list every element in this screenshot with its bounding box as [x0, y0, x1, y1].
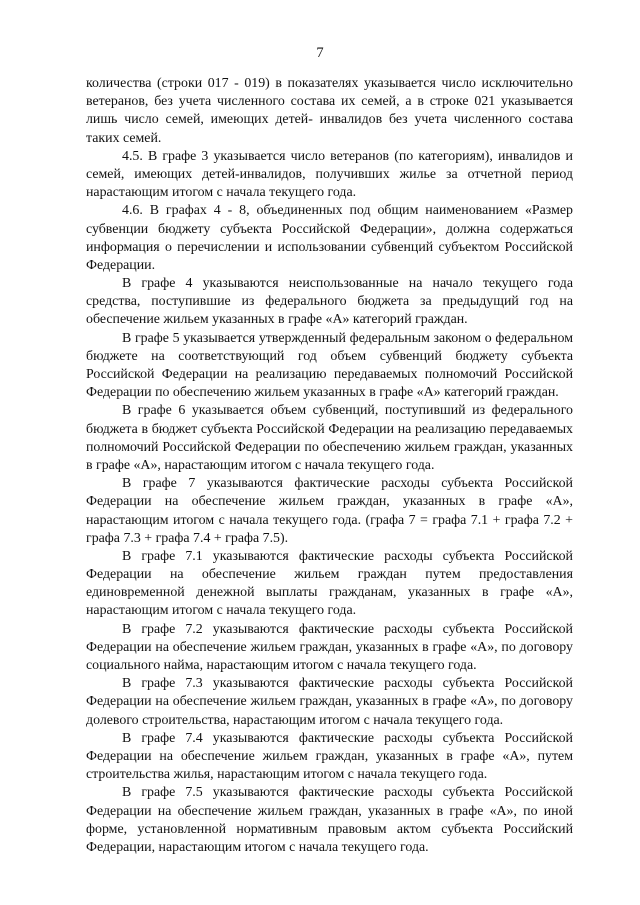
paragraph-column-7-3: В графе 7.3 указываются фактические расходы субъекта Российской Федерации на обеспечение жильем граждан, указанных в графе «А», по договору долевого строительства, нарастающим итогом с начала текущего года.	[86, 676, 573, 728]
paragraph-4-6: 4.6. В графах 4 - 8, объединенных под общим наименованием «Размер субвенции бюджету субъекта Российской Федерации», должна содержаться информация о перечислении и использовании субвенций субъектом Российской Федерации.	[86, 203, 573, 273]
paragraph-continuation: количества (строки 017 - 019) в показателях указывается число исключительно ветеранов, без учета численного состава их семей, а в строке 021 указывается лишь число семей, имеющих детей- инвалидов без учета численного состава таких семей.	[86, 76, 573, 146]
paragraph-column-7: В графе 7 указываются фактические расходы субъекта Российской Федерации на обеспечение жильем граждан, указанных в графе «А», нарастающим итогом с начала текущего года. (графа 7 = графа 7.1 + графа 7.2 + графа 7.3 + графа 7.4 + графа 7.5).	[86, 476, 573, 546]
document-body	[86, 75, 573, 857]
paragraph-column-7-4: В графе 7.4 указываются фактические расходы субъекта Российской Федерации на обеспечение жильем граждан, указанных в графе «А», путем строительства жилья, нарастающим итогом с начала текущего года.	[86, 730, 573, 783]
paragraph-column-5: В графе 5 указывается утвержденный федеральным законом о федеральном бюджете на соответствующий год объем субвенций бюджету субъекта Российской Федерации на реализацию передаваемых полномочий Российской Федерации по обеспечению жильем указанных в графе «А» категорий граждан.	[86, 330, 573, 401]
paragraph-column-7-5: В графе 7.5 указываются фактические расходы субъекта Российской Федерации на обеспечение жильем граждан, указанных в графе «А», по иной форме, установленной нормативным правовым актом субъекта Российский Федерации, нарастающим итогом с начала текущего года.	[86, 785, 573, 855]
paragraph-column-6: В графе 6 указывается объем субвенций, поступивший из федерального бюджета в бюджет субъекта Российской Федерации на реализацию передаваемых полномочий Российской Федерации по обеспечению жильем граждан, указанных в графе «А», нарастающим итогом с начала текущего года.	[86, 403, 573, 473]
paragraph-column-7-2: В графе 7.2 указываются фактические расходы субъекта Российской Федерации на обеспечение жильем граждан, указанных в графе «А», по договору социального найма, нарастающим итогом с начала текущего года.	[86, 621, 573, 673]
paragraph-column-7-1: В графе 7.1 указываются фактические расходы субъекта Российской Федерации на обеспечение жильем граждан путем предоставления единовременной денежной выплаты гражданам, указанных в графе «А», нарастающим итогом с начала текущего года.	[86, 548, 573, 619]
page-number: 7	[316, 45, 324, 61]
paragraph-4-5: 4.5. В графе 3 указывается число ветеранов (по категориям), инвалидов и семей, имеющих детей-инвалидов, получивших жилье за отчетной период нарастающим итогом с начала текущего года.	[86, 148, 573, 201]
paragraph-column-4: В графе 4 указываются неиспользованные на начало текущего года средства, поступившие из федерального бюджета за предыдущий год на обеспечение жильем указанных в графе «А» категорий граждан.	[86, 276, 573, 328]
